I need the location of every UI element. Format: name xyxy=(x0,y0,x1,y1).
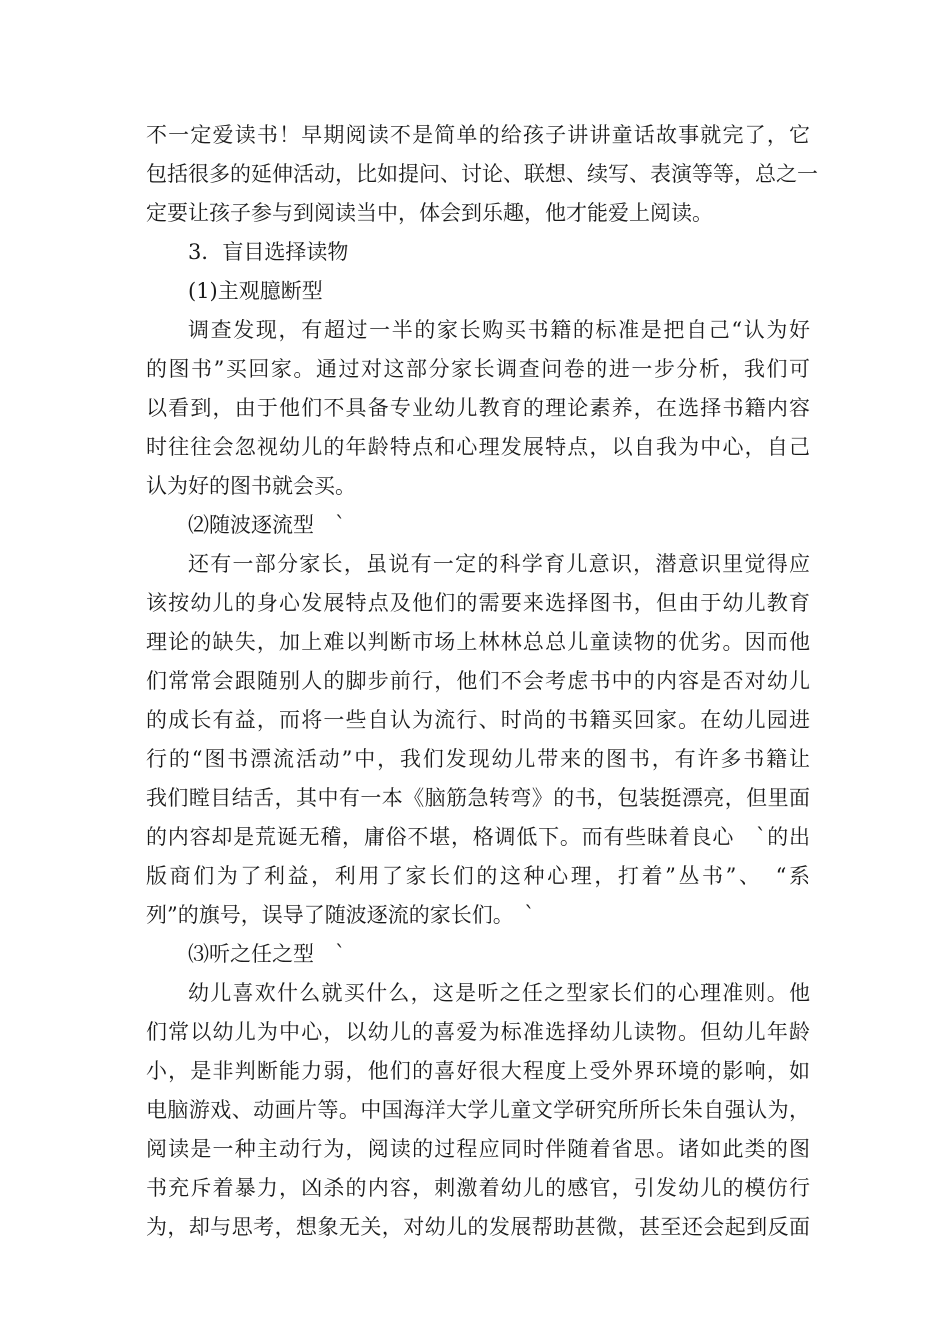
text-line: 的内容却是荒诞无稽，庸俗不堪，格调低下。而有些昧着良心 `的出 xyxy=(146,825,810,849)
text-line: 理论的缺失，加上难以判断市场上林林总总儿童读物的优劣。因而他 xyxy=(146,630,810,654)
text-line: 的图书”买回家。通过对这部分家长调查问卷的进一步分析，我们可 xyxy=(146,357,810,381)
text-line: 们常以幼儿为中心，以幼儿的喜爱为标准选择幼儿读物。但幼儿年龄 xyxy=(146,1020,810,1044)
text-line: 认为好的图书就会买。 xyxy=(146,474,356,498)
text-line: 调查发现，有超过一半的家长购买书籍的标准是把自己“认为好 xyxy=(188,318,810,342)
text-line: 电脑游戏、动画片等。中国海洋大学儿童文学研究所所长朱自强认为， xyxy=(146,1098,810,1122)
text-line: 幼儿喜欢什么就买什么，这是听之任之型家长们的心理准则。他 xyxy=(188,981,810,1005)
text-line: 小，是非判断能力弱，他们的喜好很大程度上受外界环境的影响，如 xyxy=(146,1059,810,1083)
text-line: 时往往会忽视幼儿的年龄特点和心理发展特点，以自我为中心，自己 xyxy=(146,435,810,459)
text-line: 以看到，由于他们不具备专业幼儿教育的理论素养，在选择书籍内容 xyxy=(146,396,810,420)
text-line: 版商们为了利益，利用了家长们的这种心理，打着”丛书”、 “系 xyxy=(146,864,810,888)
text-line: 们常常会跟随别人的脚步前行，他们不会考虑书中的内容是否对幼儿 xyxy=(146,669,810,693)
text-line: 列”的旗号，误导了随波逐流的家长们。 ` xyxy=(146,903,535,927)
text-line: 阅读是一种主动行为，阅读的过程应同时伴随着省思。诸如此类的图 xyxy=(146,1137,810,1161)
text-line: 该按幼儿的身心发展特点及他们的需要来选择图书，但由于幼儿教育 xyxy=(146,591,810,615)
text-line: 定要让孩子参与到阅读当中，体会到乐趣，他才能爱上阅读。 xyxy=(146,201,713,225)
text-line: 为，却与思考，想象无关，对幼儿的发展帮助甚微，甚至还会起到反面 xyxy=(146,1215,810,1239)
text-line: 包括很多的延伸活动，比如提问、讨论、联想、续写、表演等等，总之一 xyxy=(146,162,818,186)
text-line: 我们瞠目结舌，其中有一本《脑筋急转弯》的书，包装挺漂亮，但里面 xyxy=(146,786,810,810)
subsection-heading: ⑵随波逐流型 ` xyxy=(188,513,346,537)
subsection-heading: (1)主观臆断型 xyxy=(188,279,323,303)
subsection-heading: ⑶听之任之型 ` xyxy=(188,942,346,966)
text-line: 书充斥着暴力，凶杀的内容，刺激着幼儿的感官，引发幼儿的模仿行 xyxy=(146,1176,810,1200)
text-line: 不一定爱读书！早期阅读不是简单的给孩子讲讲童话故事就完了，它 xyxy=(146,123,810,147)
text-line: 还有一部分家长，虽说有一定的科学育儿意识，潜意识里觉得应 xyxy=(188,552,810,576)
text-line: 行的“图书漂流活动”中，我们发现幼儿带来的图书，有许多书籍让 xyxy=(146,747,810,771)
text-line: 的成长有益，而将一些自认为流行、时尚的书籍买回家。在幼儿园进 xyxy=(146,708,810,732)
section-heading: 3．盲目选择读物 xyxy=(188,240,349,264)
